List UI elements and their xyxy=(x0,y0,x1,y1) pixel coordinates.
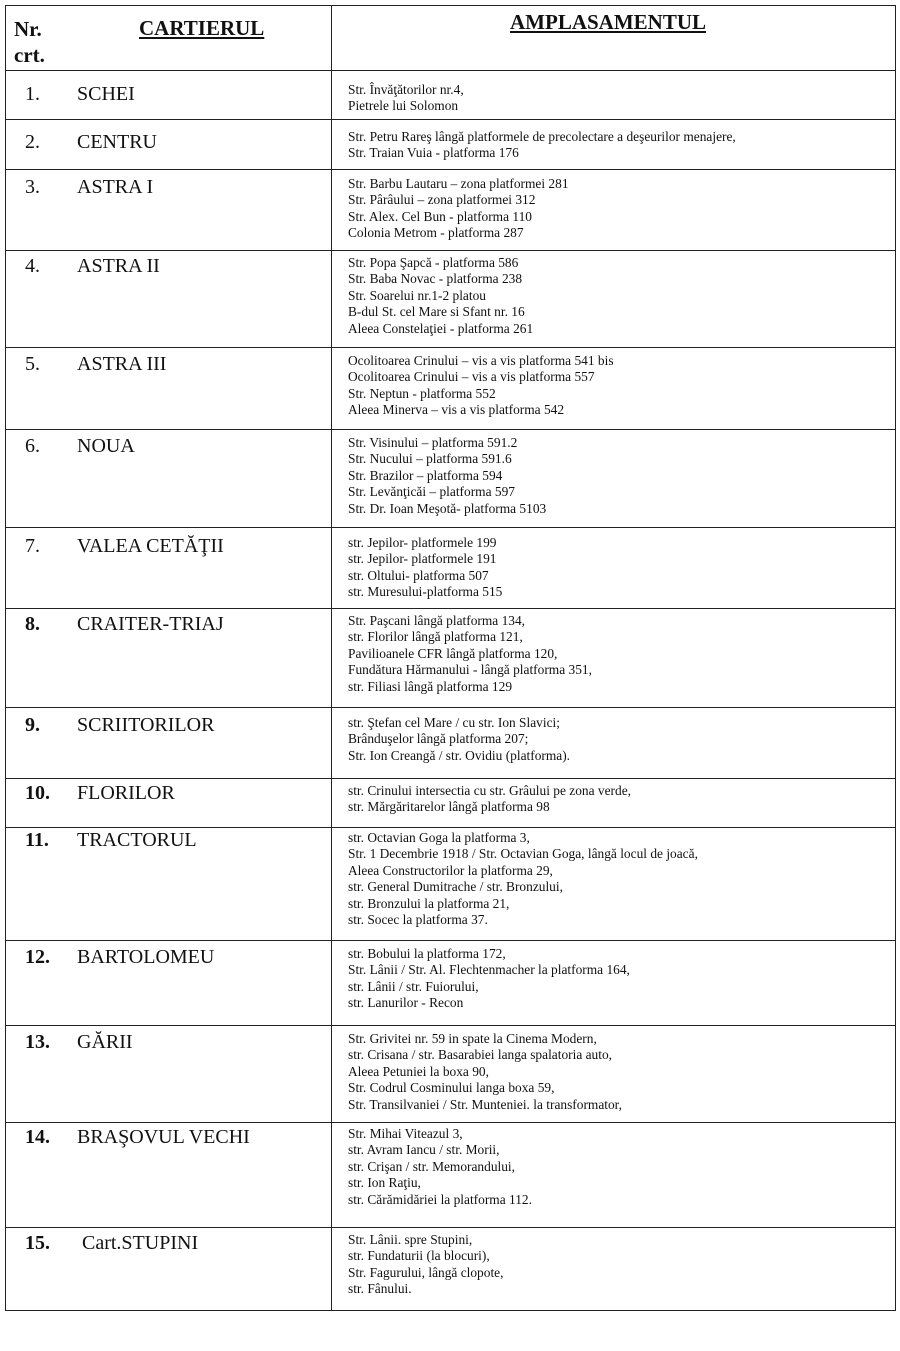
location-line: str. Florilor lângă platforma 121, xyxy=(348,629,523,645)
table-row xyxy=(6,348,896,430)
cartier-cell xyxy=(6,120,332,170)
row-number: 15. xyxy=(25,1232,50,1254)
location-line: str. Jepilor- platformele 199 xyxy=(348,535,497,550)
cartier-name: GĂRII xyxy=(77,1031,133,1053)
table-row xyxy=(6,779,896,828)
location-line: str. Filiasi lângă platforma 129 xyxy=(348,678,513,694)
location-line: Str. Popa Şapcă - platforma 586 xyxy=(348,255,519,270)
location-line: Str. Dr. Ioan Meşotă- platforma 5103 xyxy=(348,500,547,516)
cartier-cell xyxy=(6,1026,332,1123)
cartier-cell xyxy=(6,430,332,528)
cartier-name: FLORILOR xyxy=(77,782,175,804)
location-line: Ocolitoarea Crinului – vis a vis platforma 541 bis xyxy=(348,353,614,368)
table-row xyxy=(6,941,896,1026)
row-number: 4. xyxy=(25,255,40,277)
cartier-cell xyxy=(6,609,332,708)
header-amplasament: AMPLASAMENTUL xyxy=(510,10,707,34)
amplasament-cell xyxy=(332,941,896,1026)
location-line: str. Oltului- platforma 507 xyxy=(348,567,489,583)
location-line: Str. Brazilor – platforma 594 xyxy=(348,467,503,483)
location-line: Str. Petru Rareş lângă platformele de precolectare a deşeurilor menajere, xyxy=(348,129,736,144)
location-line: Str. Transilvaniei / Str. Munteniei. la transformator, xyxy=(348,1096,622,1112)
location-line: Str. 1 Decembrie 1918 / Str. Octavian Goga, lângă locul de joacă, xyxy=(348,846,698,862)
location-line: Colonia Metrom - platforma 287 xyxy=(348,225,524,241)
header-nr: Nr. crt. xyxy=(14,17,45,67)
header-cartier: CARTIERUL xyxy=(139,16,265,40)
location-line: str. Crisana / str. Basarabiei langa spalatoria auto, xyxy=(348,1047,613,1063)
location-line: Str. Baba Novac - platforma 238 xyxy=(348,271,523,287)
location-line: Pavilioanele CFR lângă platforma 120, xyxy=(348,645,558,661)
cartier-cell xyxy=(6,1123,332,1228)
table-row xyxy=(6,1123,896,1228)
table-row xyxy=(6,708,896,779)
amplasament-cell xyxy=(332,1123,896,1228)
location-line: Str. Grivitei nr. 59 in spate la Cinema Modern, xyxy=(348,1031,597,1046)
amplasament-cell xyxy=(332,1026,896,1123)
location-line: Str. Neptun - platforma 552 xyxy=(348,385,496,401)
location-line: Str. Învăţătorilor nr.4, xyxy=(348,82,464,97)
amplasament-cell xyxy=(332,71,896,120)
cartier-name: CENTRU xyxy=(77,131,157,153)
cartier-name: SCRIITORILOR xyxy=(77,714,215,736)
location-line: Str. Visinului – platforma 591.2 xyxy=(348,435,518,450)
location-line: Str. Levănţicăi – platforma 597 xyxy=(348,484,515,500)
location-line: Aleea Constelaţiei - platforma 261 xyxy=(348,320,534,336)
cartier-cell xyxy=(6,251,332,348)
location-line: str. Bobului la platforma 172, xyxy=(348,946,506,961)
amplasament-cell xyxy=(332,528,896,609)
table-row xyxy=(6,120,896,170)
row-number: 12. xyxy=(25,946,50,968)
location-line: str. Fundaturii (la blocuri), xyxy=(348,1248,490,1264)
location-line: Str. Barbu Lautaru – zona platformei 281 xyxy=(348,176,569,191)
amplasament-cell xyxy=(332,430,896,528)
location-line: str. Ion Raţiu, xyxy=(348,1175,421,1191)
cartier-cell xyxy=(6,1228,332,1311)
location-line: Str. Traian Vuia - platforma 176 xyxy=(348,145,519,161)
location-line: Str. Ion Creangă / str. Ovidiu (platforma). xyxy=(348,747,571,763)
header-row xyxy=(6,6,896,71)
row-number: 1. xyxy=(25,83,40,105)
location-line: Str. Alex. Cel Bun - platforma 110 xyxy=(348,208,532,224)
row-number: 11. xyxy=(25,829,49,851)
row-number: 13. xyxy=(25,1031,50,1053)
location-line: str. Bronzului la platforma 21, xyxy=(348,895,510,911)
row-number: 6. xyxy=(25,435,40,457)
location-line: Str. Fagurului, lângă clopote, xyxy=(348,1264,504,1280)
location-line: Str. Soarelui nr.1-2 platou xyxy=(348,287,486,303)
amplasament-cell xyxy=(332,251,896,348)
location-line: B-dul St. cel Mare si Sfant nr. 16 xyxy=(348,304,525,320)
row-number: 2. xyxy=(25,131,40,153)
location-line: Ocolitoarea Crinului – vis a vis platforma 557 xyxy=(348,369,595,385)
cartier-name: SCHEI xyxy=(77,83,135,105)
table-row xyxy=(6,1026,896,1123)
location-line: Str. Paşcani lângă platforma 134, xyxy=(348,613,526,628)
location-line: str. Avram Iancu / str. Morii, xyxy=(348,1142,500,1158)
row-number: 7. xyxy=(25,535,40,557)
location-line: str. Cărămidăriei la platforma 112. xyxy=(348,1191,532,1207)
table-row xyxy=(6,1228,896,1311)
location-line: str. Lânii / str. Fuiorului, xyxy=(348,978,479,994)
amplasament-cell xyxy=(332,609,896,708)
location-line: Str. Lânii / Str. Al. Flechtenmacher la platforma 164, xyxy=(348,962,630,978)
cartier-name: ASTRA II xyxy=(77,255,160,277)
table-row xyxy=(6,71,896,120)
cartier-cell xyxy=(6,170,332,251)
location-line: Str. Pârâului – zona platformei 312 xyxy=(348,192,536,208)
amplasament-cell xyxy=(332,170,896,251)
location-line: Str. Lânii. spre Stupini, xyxy=(348,1232,473,1247)
cartier-name: NOUA xyxy=(77,435,135,457)
row-number: 5. xyxy=(25,353,40,375)
location-line: str. Socec la platforma 37. xyxy=(348,912,488,928)
table-row xyxy=(6,170,896,251)
table-row xyxy=(6,828,896,941)
cartier-cell xyxy=(6,941,332,1026)
cartier-name: ASTRA I xyxy=(77,176,154,198)
location-line: str. Crişan / str. Memorandului, xyxy=(348,1158,516,1174)
cartier-name: Cart.STUPINI xyxy=(82,1232,199,1254)
cartier-cell xyxy=(6,348,332,430)
cartier-cell xyxy=(6,828,332,941)
location-line: str. Crinului intersectia cu str. Grâului pe zona verde, xyxy=(348,783,631,798)
location-line: Aleea Minerva – vis a vis platforma 542 xyxy=(348,402,565,418)
header-left xyxy=(6,6,332,71)
cartier-name: BARTOLOMEU xyxy=(77,946,215,968)
cartier-name: TRACTORUL xyxy=(77,829,197,851)
location-line: Str. Mihai Viteazul 3, xyxy=(348,1126,463,1141)
location-line: Brânduşelor lângă platforma 207; xyxy=(348,731,529,747)
location-line: Aleea Constructorilor la platforma 29, xyxy=(348,862,553,878)
location-line: str. Lanurilor - Recon xyxy=(348,995,464,1011)
cartier-name: VALEA CETĂŢII xyxy=(77,535,224,557)
location-line: Aleea Petuniei la boxa 90, xyxy=(348,1063,489,1079)
amplasament-cell xyxy=(332,779,896,828)
cartier-cell xyxy=(6,528,332,609)
cartier-name: ASTRA III xyxy=(77,353,167,375)
amplasament-cell xyxy=(332,828,896,941)
cartier-name: BRAŞOVUL VECHI xyxy=(77,1126,250,1148)
row-number: 9. xyxy=(25,714,40,736)
location-line: str. General Dumitrache / str. Bronzului, xyxy=(348,879,563,895)
location-line: Pietrele lui Solomon xyxy=(348,98,459,114)
cartier-cell xyxy=(6,779,332,828)
cartier-cell xyxy=(6,708,332,779)
table-row xyxy=(6,528,896,609)
location-line: str. Jepilor- platformele 191 xyxy=(348,551,497,567)
row-number: 10. xyxy=(25,782,50,804)
cartier-name: CRAITER-TRIAJ xyxy=(77,613,224,635)
amplasament-cell xyxy=(332,1228,896,1311)
row-number: 8. xyxy=(25,613,40,635)
row-number: 3. xyxy=(25,176,40,198)
location-line: Fundătura Hărmanului - lângă platforma 351, xyxy=(348,662,592,678)
amplasament-cell xyxy=(332,708,896,779)
location-line: Str. Codrul Cosminului langa boxa 59, xyxy=(348,1080,555,1096)
amplasament-cell xyxy=(332,348,896,430)
table-row xyxy=(6,430,896,528)
table-row xyxy=(6,609,896,708)
table-row xyxy=(6,251,896,348)
cartier-cell xyxy=(6,71,332,120)
location-line: str. Muresului-platforma 515 xyxy=(348,584,503,600)
row-number: 14. xyxy=(25,1126,50,1148)
locations-table xyxy=(5,5,896,1311)
location-line: str. Mărgăritarelor lângă platforma 98 xyxy=(348,799,550,815)
amplasament-cell xyxy=(332,120,896,170)
location-line: str. Fânului. xyxy=(348,1281,412,1297)
location-line: str. Ştefan cel Mare / cu str. Ion Slavici; xyxy=(348,715,560,730)
location-line: Str. Nucului – platforma 591.6 xyxy=(348,451,512,467)
location-line: str. Octavian Goga la platforma 3, xyxy=(348,830,530,845)
